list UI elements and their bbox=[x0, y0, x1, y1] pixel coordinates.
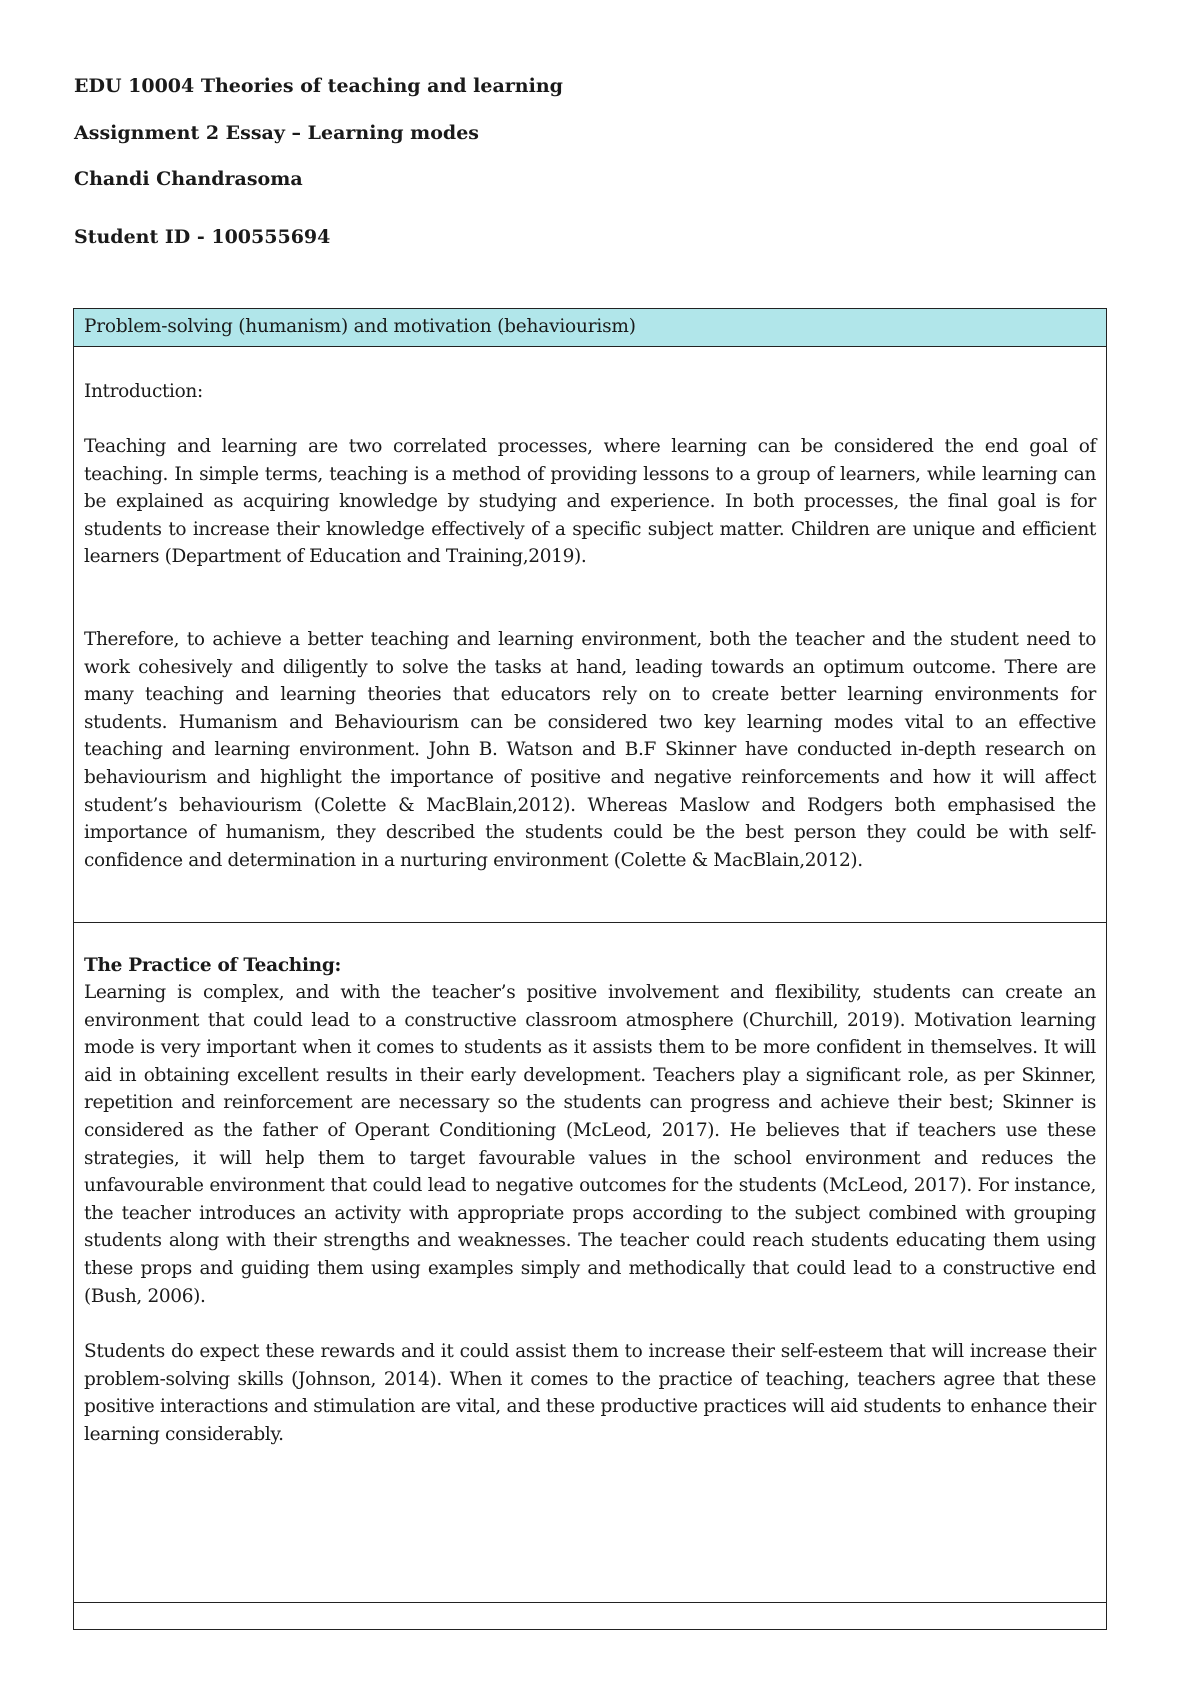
practice-paragraph: Learning is complex, and with the teacher’s positive involvement and flexibility, students can create an environment that could lead to a constructive classroom atmosphere (Churchill, 2019). Motivation learning mode is very important when it comes to students as it assists them to be more confident in themselves. It will aid in obtaining excellent results in their early development. Teachers play a significant role, as per Skinner, repetition and reinforcement are necessary so the students can progress and achieve their best; Skinner is considered as the father of Operant Conditioning (McLeod, 2017). He believes that if teachers use these strategies, it will help them to target favourable values in the school environment and reduces the unfavourable environment that could lead to negative outcomes for the students (McLeod, 2017). For instance, the teacher introduces an activity with appropriate props according to the subject combined with grouping students along with their strengths and weaknesses. The teacher could reach students educating them using these props and guiding them using examples simply and methodically that could lead to a constructive end (Bush, 2006). bbox=[84, 982, 1096, 1307]
introduction-paragraph: Teaching and learning are two correlated processes, where learning can be considered the end goal of teaching. In simple terms, teaching is a method of providing lessons to a group of learners, while learning can be explained as acquiring knowledge by studying and experience. In both processes, the final goal is for students to increase their knowledge effectively of a specific subject matter. Children are unique and efficient learners (Department of Education and Training,2019). bbox=[84, 436, 1096, 568]
practice-heading: The Practice of Teaching: bbox=[84, 955, 341, 976]
table-title-row: Problem-solving (humanism) and motivation (behaviourism) bbox=[74, 309, 1106, 347]
introduction-heading: Introduction: bbox=[84, 381, 203, 402]
author-name: Chandi Chandrasoma bbox=[74, 168, 303, 190]
introduction-paragraph: Therefore, to achieve a better teaching and learning environment, both the teacher and the student need to work cohesively and diligently to solve the tasks at hand, leading towards an optimum outcome. There are many teaching and learning theories that educators rely on to create better learning environments for students. Humanism and Behaviourism can be considered two key learning modes vital to an effective teaching and learning environment. John B. Watson and B.F Skinner have conducted in-depth research on behaviourism and highlight the importance of positive and negative reinforcements and how it will affect student’s behaviourism (Colette & MacBlain,2012). Whereas Maslow and Rodgers both emphasised the importance of humanism, they described the students could be the best person they could be with self-confidence and determination in a nurturing environment (Colette & MacBlain,2012). bbox=[84, 629, 1096, 871]
student-id: Student ID - 100555694 bbox=[74, 226, 331, 248]
assignment-title: Assignment 2 Essay – Learning modes bbox=[74, 122, 480, 144]
empty-table-row bbox=[74, 1603, 1106, 1629]
introduction-cell bbox=[74, 347, 1106, 923]
practice-paragraph: Students do expect these rewards and it could assist them to increase their self-esteem that will increase their problem-solving skills (Johnson, 2014). When it comes to the practice of teaching, teachers agree that these positive interactions and stimulation are vital, and these productive practices will aid students to enhance their learning considerably. bbox=[84, 1341, 1096, 1445]
essay-table bbox=[73, 308, 1107, 1630]
practice-cell bbox=[74, 923, 1106, 1603]
course-title: EDU 10004 Theories of teaching and learning bbox=[74, 75, 563, 97]
